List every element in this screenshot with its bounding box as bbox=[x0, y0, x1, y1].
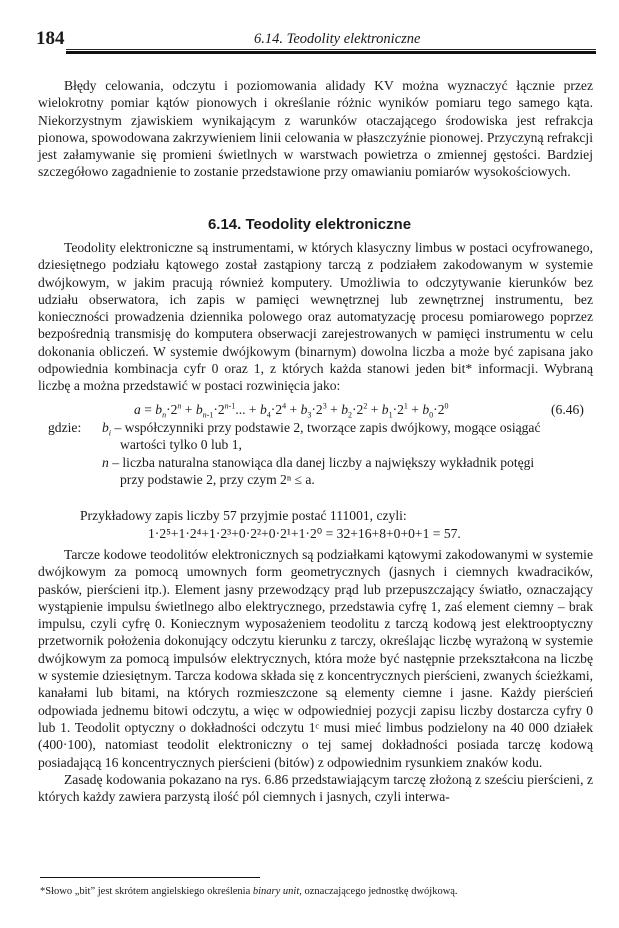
definition-continuation: wartości tylko 0 lub 1, bbox=[120, 437, 242, 453]
footnote-suffix: , oznaczającego jednostkę dwójkową. bbox=[299, 886, 458, 897]
running-header bbox=[36, 28, 596, 50]
definitions-intro: gdzie: bbox=[48, 420, 82, 435]
formula-6-46 bbox=[0, 402, 619, 420]
definition-n bbox=[38, 454, 593, 489]
paragraph-3-text: Tarcze kodowe teodolitów elektronicznych są podziałkami kątowymi zakodowanymi w systemie dwójkowym za pomocą umownych form geometrycznych (jasnych i ciemnych kwadracików, pasków, pierścieni itp.). Element jasny przewodzący prąd lub przepuszczający światło, oznaczający wystąpienie impulsu świetlnego albo elektrycznego, przedstawia cyfrę 1, zaś element ciemny – brak impulsu, czyli cyfrę 0. Koniecznym wyposażeniem teodolitu z tarczą kodową jest elektrooptyczny przetwornik położenia dokonujący odczytu kierunku z tarczy, określając liczbę wyrażoną w systemie dwójkowym za pomocą impulsów elektrycznych, która może być następnie przekształcona na liczbę w systemie dziesiętnym. Tarcza kodowa składa się z koncentrycznych pierścieni, zwanych ścieżkami, kanałami lub bitami, na których rozmieszczone są elementy ciemne i jasne. Każdy pierścień odpowiada jednemu bitowi odczytu, a więc w odpowiedniej pozycji zapisu liczby dostarcza cyfry 0 lub 1. Teodolit optyczny o dokładności odczytu 1ᶜ musi mieć limbus podzielony na 40 000 działek (400·100), natomiast teodolit elektroniczny o tej samej dokładności posiada tarczę kodową posiadającą 16 koncentrycznych pierścieni (bitów) z odpowiednim rysunkiem znaków kodu. bbox=[38, 547, 593, 770]
footnote-italic: binary unit bbox=[252, 886, 300, 897]
formula-expression: $a = b_n\cdot 2^n + b_{n-1}\cdot 2^{n-1}$... + $b_4\cdot 2^4 + b_3\cdot 2^3 + b_2\cdot 2^2 + b_1\cdot 2^1 + b_0\cdot 2^0$ bbox=[134, 401, 449, 420]
example-calculation: 1·2⁵+1·2⁴+1·2³+0·2²+0·2¹+1·2⁰ = 32+16+8+0+0+1 = 57. bbox=[148, 526, 461, 541]
definition-bi: gdzie: $b_i$ – współczynniki przy podstawie 2, tworzące zapis dwójkowy, mogące osiągać wartości tylko 0 lub 1, bbox=[38, 419, 593, 454]
definition-symbol: n bbox=[102, 454, 109, 470]
paragraph-1 bbox=[38, 77, 593, 181]
paragraph-2 bbox=[38, 239, 593, 395]
definition-continuation: przy podstawie 2, przy czym 2ⁿ ≤ a. bbox=[120, 471, 315, 487]
paragraph-3 bbox=[38, 546, 593, 805]
definition-text: – liczba naturalna stanowiąca dla danej liczby a największy wykładnik potęgi bbox=[112, 454, 535, 470]
paragraph-1-text: Błędy celowania, odczytu i poziomowania alidady KV można wyznaczyć łącznie przez wielokrotny pomiar kątów pionowych i określanie różnic wyników pomiaru tego samego kąta. Niekorzystnym zjawiskiem wynikającym z warunków otaczającego środowiska jest refrakcja pionowa, spowodowana zakrzywieniem linii celowania w płaszczyźnie pionowej. Przyczyną refrakcji jest załamywanie się promieni świetlnych w warstwach powietrza o zmiennej gęstości. Bardziej szczegółowo zagadnienie to zostanie przedstawione przy omawianiu pomiarów wysokościowych. bbox=[38, 78, 593, 180]
running-title: 6.14. Teodolity elektroniczne bbox=[254, 31, 421, 47]
equation-number: (6.46) bbox=[551, 402, 584, 417]
example-intro: Przykładowy zapis liczby 57 przyjmie postać 111001, czyli: bbox=[80, 508, 407, 523]
paragraph-4-text: Zasadę kodowania pokazano na rys. 6.86 przedstawiającym tarczę złożoną z sześciu pierścieni, z których każdy zawiera parzystą ilość pól ciemnych i jasnych, czyli interwa- bbox=[38, 771, 593, 805]
header-rule bbox=[66, 49, 596, 54]
definitions-list bbox=[38, 419, 593, 488]
footnote-rule bbox=[40, 877, 260, 878]
footnote-prefix: *Słowo „bit” jest skrótem angielskiego określenia bbox=[40, 886, 253, 897]
section-heading: 6.14. Teodolity elektroniczne bbox=[207, 216, 412, 233]
paragraph-2-text: Teodolity elektroniczne są instrumentami, w których klasyczny limbus w postaci ocyfrowanego, dziesiętnego podziału kątowego został zastąpiony tarczą z podziałem zakodowanym w systemie dwójkowym, w jakim pracują również komputery. Umożliwia to odczytywanie kierunków bez udziału obserwatora, ich zapis w pamięci wewnętrznej lub zewnętrznej instrumentu, bez konieczności prowadzenia dziennika polowego oraz automatyzację procesu pomiarowego poprzez bezpośrednią transmisję do komputera obserwacji zarejestrowanych w pamięci instrumentu w celu dokonania obliczeń. W systemie dwójkowym (binarnym) dowolna liczba a może być zapisana jako odpowiednia kombinacja cyfr 0 oraz 1, z których każda stanowi jeden bit* informacji. Wybraną liczbę a można przedstawić w postaci rozwinięcia jako: bbox=[38, 240, 593, 394]
footnote bbox=[40, 886, 458, 897]
page-number: 184 bbox=[36, 28, 65, 49]
definition-text: – współczynniki przy podstawie 2, tworzące zapis dwójkowy, mogące osiągać bbox=[114, 420, 541, 435]
